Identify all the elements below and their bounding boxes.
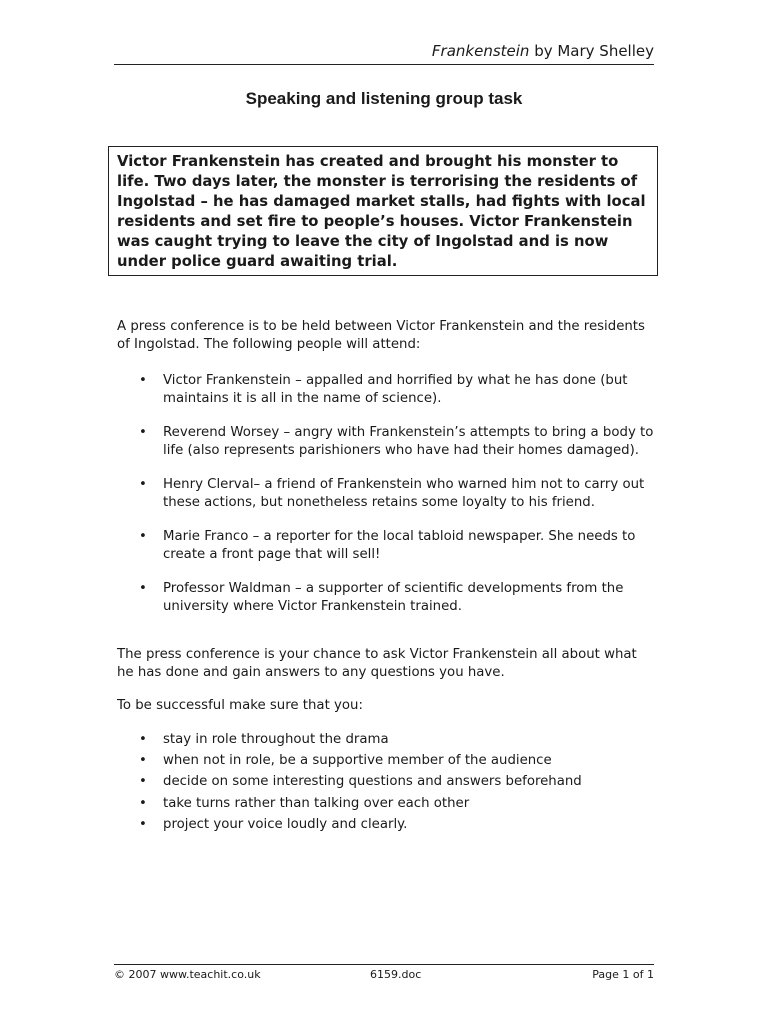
page-header xyxy=(114,40,654,65)
attendee-list xyxy=(117,372,657,632)
footer-page-number: Page 1 of 1 xyxy=(592,968,654,981)
bullet-icon: • xyxy=(139,425,147,440)
bullet-icon: • xyxy=(139,816,147,832)
list-item xyxy=(117,528,657,563)
list-item xyxy=(117,476,657,511)
bullet-icon: • xyxy=(139,529,147,544)
list-item-text: when not in role, be a supportive member of the audience xyxy=(163,753,552,769)
list-item-text: Henry Clerval– a friend of Frankenstein who warned him not to carry out these actions, but nonetheless retains some loyalty to his friend. xyxy=(163,477,645,510)
bullet-icon: • xyxy=(139,477,147,492)
bullet-icon: • xyxy=(139,373,147,388)
page-footer xyxy=(114,964,654,985)
list-item-text: decide on some interesting questions and answers beforehand xyxy=(163,774,582,790)
list-item xyxy=(117,752,657,770)
press-conference-paragraph: The press conference is your chance to ask Victor Frankenstein all about what he has done and gain answers to any questions you have. xyxy=(117,647,637,680)
list-item-text: Reverend Worsey – angry with Frankenstein’s attempts to bring a body to life (also represents parishioners who have had their homes damaged). xyxy=(163,425,654,458)
success-intro: To be successful make sure that you: xyxy=(117,698,363,713)
bullet-icon: • xyxy=(139,753,147,769)
list-item xyxy=(117,795,657,813)
header-book-title: Frankenstein xyxy=(431,42,530,60)
bullet-icon: • xyxy=(139,732,147,747)
list-item xyxy=(117,816,657,834)
list-item-text: take turns rather than talking over each other xyxy=(163,795,470,811)
scenario-box: Victor Frankenstein has created and brought his monster to life. Two days later, the monster is terrorising the residents of Ingolstad – he has damaged market stalls, had fights with local residents and set fire to people’s houses. Victor Frankenstein was caught trying to leave the city of Ingolstad and is now under police guard awaiting trial. xyxy=(108,146,658,276)
bullet-icon: • xyxy=(139,581,147,596)
bullet-icon: • xyxy=(139,774,147,790)
intro-paragraph: A press conference is to be held between Victor Frankenstein and the residents of Ingolstad. The following people will attend: xyxy=(117,319,645,352)
footer-copyright: © 2007 www.teachit.co.uk xyxy=(114,968,261,981)
list-item-text: stay in role throughout the drama xyxy=(163,732,389,747)
list-item xyxy=(117,773,657,791)
page-title: Speaking and listening group task xyxy=(245,89,523,108)
list-item xyxy=(117,731,657,749)
list-item-text: Professor Waldman – a supporter of scientific developments from the university where Victor Frankenstein trained. xyxy=(163,581,624,614)
header-author: by Mary Shelley xyxy=(529,42,654,60)
list-item xyxy=(117,424,657,459)
tips-list xyxy=(117,731,657,837)
bullet-icon: • xyxy=(139,795,147,811)
list-item xyxy=(117,580,657,615)
list-item xyxy=(117,372,657,407)
list-item-text: Marie Franco – a reporter for the local tabloid newspaper. She needs to create a front page that will sell! xyxy=(163,529,636,562)
list-item-text: Victor Frankenstein – appalled and horrified by what he has done (but maintains it is all in the name of science). xyxy=(163,373,628,406)
footer-doc-id: 6159.doc xyxy=(370,968,422,981)
list-item-text: project your voice loudly and clearly. xyxy=(163,816,408,832)
